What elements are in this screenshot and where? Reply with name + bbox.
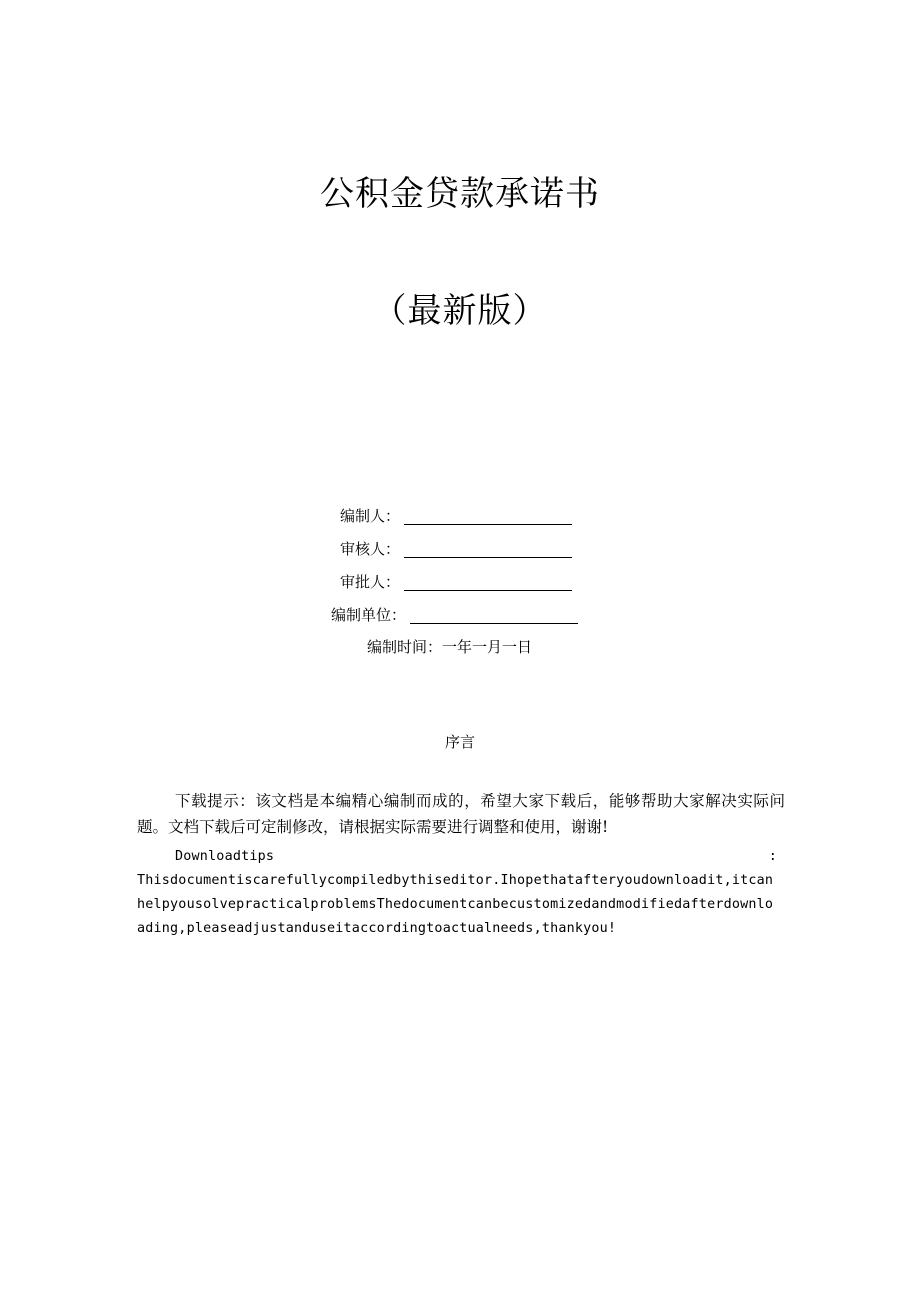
download-tip-english-header <box>137 845 777 869</box>
compiler-row <box>340 505 572 527</box>
reviewer-row <box>340 538 572 560</box>
document-title: 公积金贷款承诺书 <box>320 174 600 214</box>
download-tip-english-colon: : <box>768 849 777 864</box>
unit-label: 编制单位： <box>331 606 407 624</box>
preface-heading: 序言 <box>444 733 475 751</box>
download-tip-english-label: Downloadtips <box>175 849 275 864</box>
compiler-blank-line <box>404 510 572 525</box>
download-tip-english-body: Thisdocumentiscarefullycompiledbythiseditor.Ihopethatafteryoudownloadit,itcanhelpyousolvepracticalproblemsThedocumentcanbecustomizedandmodifiedafterdownloading,pleaseadjustanduseitaccordingtoactualneeds,thankyou! <box>137 873 774 936</box>
approver-label: 审批人： <box>340 573 401 591</box>
reviewer-blank-line <box>404 543 572 558</box>
approver-row <box>340 571 572 593</box>
approver-blank-line <box>404 576 572 591</box>
time-label: 编制时间： <box>367 638 443 656</box>
download-tip-english <box>137 845 777 941</box>
unit-blank-line <box>410 609 578 624</box>
compiler-label: 编制人： <box>340 507 401 525</box>
document-subtitle: （最新版） <box>372 291 548 331</box>
time-row <box>367 636 532 658</box>
download-tip-chinese: 下载提示：该文档是本编精心编制而成的，希望大家下载后，能够帮助大家解决实际问题。文档下载后可定制修改，请根据实际需要进行调整和使用，谢谢! <box>137 792 785 836</box>
time-value: 一年一月一日 <box>442 638 533 656</box>
unit-row <box>331 604 578 626</box>
reviewer-label: 审核人： <box>340 540 401 558</box>
